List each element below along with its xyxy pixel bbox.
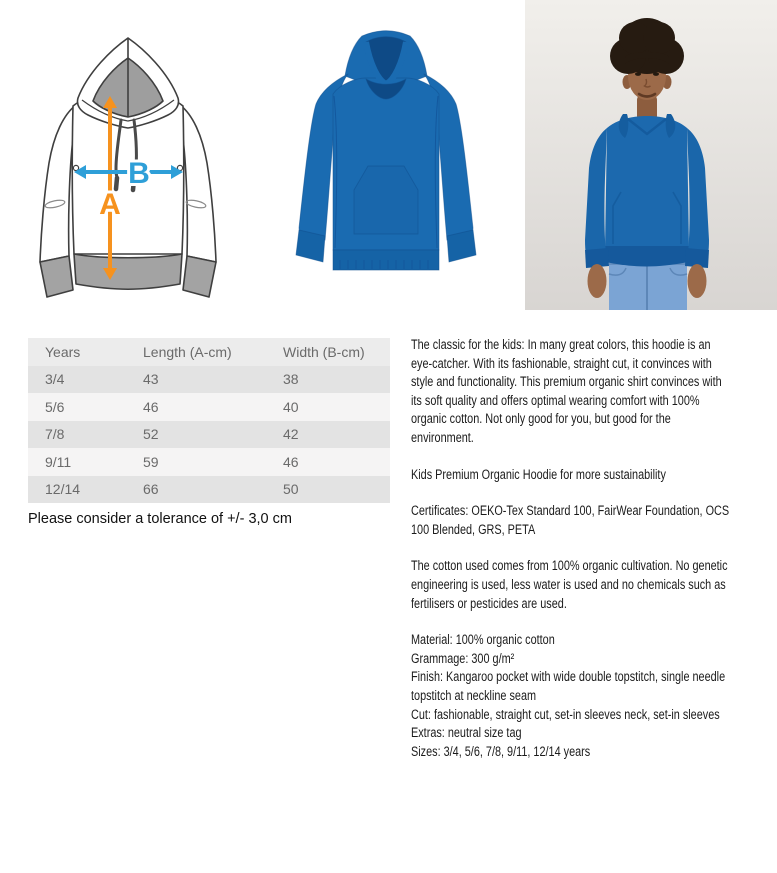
table-row (28, 393, 390, 421)
cell-width: 38 (283, 371, 299, 388)
cell-years: 5/6 (45, 398, 65, 415)
col-header-length: Length (A-cm) (143, 343, 232, 360)
spec-extras: Extras: neutral size tag (411, 725, 522, 741)
measurement-diagram (20, 8, 250, 308)
cell-years: 3/4 (45, 371, 65, 388)
col-header-years: Years (45, 343, 81, 360)
measurement-label-b: B (128, 157, 150, 190)
cell-length: 52 (143, 426, 159, 443)
col-header-width: Width (B-cm) (283, 343, 365, 360)
product-gallery (0, 0, 777, 320)
cell-width: 46 (283, 453, 299, 470)
measurement-label-a: A (99, 188, 121, 221)
size-table (28, 338, 390, 503)
boy-wearing-hoodie-image (525, 0, 777, 310)
cell-length: 66 (143, 481, 159, 498)
cell-width: 40 (283, 398, 299, 415)
blue-hoodie-front-image (270, 22, 502, 274)
description-paragraph-certificates: Certificates: OEKO-Tex Standard 100, FairWear Foundation, OCS 100 Blended, GRS, PETA (411, 503, 730, 537)
spec-grammage: Grammage: 300 g/m² (411, 650, 515, 666)
table-row (28, 476, 390, 504)
cell-years: 12/14 (45, 481, 81, 498)
table-row (28, 421, 390, 449)
spec-cut: Cut: fashionable, straight cut, set-in sleeves neck, set-in sleeves (411, 706, 720, 722)
product-specs (411, 631, 733, 761)
cell-length: 59 (143, 453, 159, 470)
table-row (28, 448, 390, 476)
description-paragraph-sustainability: Kids Premium Organic Hoodie for more sustainability (411, 466, 666, 482)
spec-finish: Finish: Kangaroo pocket with wide double topstitch, single needle topstitch at neckline seam (411, 669, 726, 703)
size-table-header-row (28, 338, 390, 366)
table-row (28, 366, 390, 394)
spec-sizes: Sizes: 3/4, 5/6, 7/8, 9/11, 12/14 years (411, 743, 591, 759)
cell-length: 43 (143, 371, 159, 388)
cell-years: 7/8 (45, 426, 65, 443)
product-description (411, 336, 733, 761)
model-photo (525, 0, 777, 310)
cell-years: 9/11 (45, 453, 72, 470)
description-paragraph-cotton: The cotton used comes from 100% organic cultivation. No genetic engineering is used, less water is used and no chemicals such as fertilisers or pesticides are used. (411, 558, 728, 611)
spec-material: Material: 100% organic cotton (411, 632, 555, 648)
hoodie-line-drawing (20, 8, 250, 308)
tolerance-note: Please consider a tolerance of +/- 3,0 cm (28, 511, 292, 527)
product-photo (270, 22, 502, 274)
cell-width: 42 (283, 426, 299, 443)
size-table-section (28, 338, 390, 527)
cell-length: 46 (143, 398, 159, 415)
description-paragraph-intro: The classic for the kids: In many great colors, this hoodie is an eye-catcher. With its fashionable, straight cut, it convinces with style and functionality. This premium organic shirt convinces with its soft quality and offers optimal wearing comfort with 100% organic cotton. Not only good for you, but good for the environment. (411, 337, 722, 445)
cell-width: 50 (283, 481, 299, 498)
